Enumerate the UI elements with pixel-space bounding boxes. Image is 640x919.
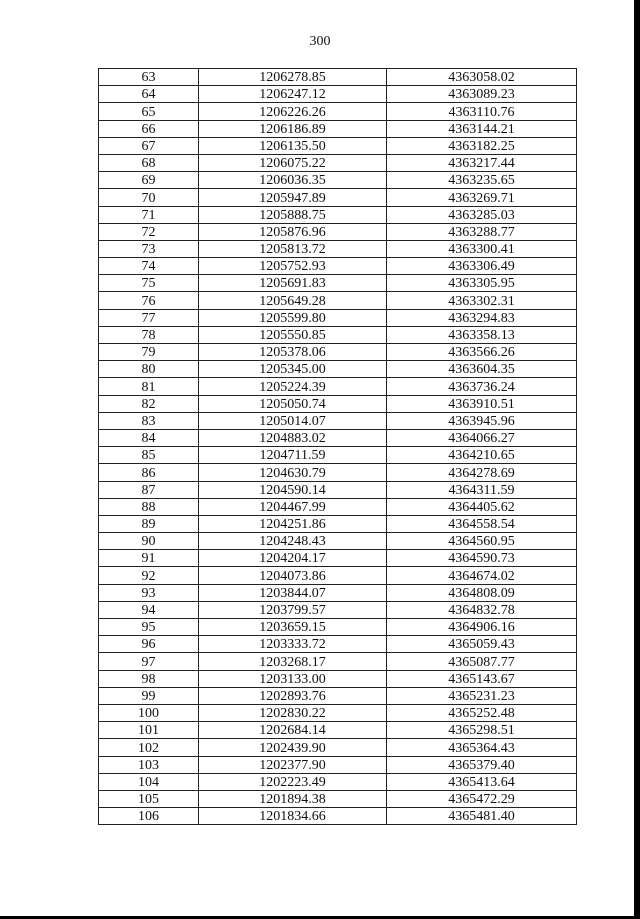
- x-coordinate-cell: 1205947.89: [199, 189, 387, 206]
- page-number: 300: [309, 34, 331, 49]
- x-coordinate-cell: 1205378.06: [199, 344, 387, 361]
- y-coordinate-cell: 4363910.51: [387, 395, 577, 412]
- y-coordinate-cell: 4365059.43: [387, 636, 577, 653]
- x-coordinate-cell: 1206278.85: [199, 69, 387, 86]
- point-number-cell: 99: [99, 687, 199, 704]
- x-coordinate-cell: 1204590.14: [199, 481, 387, 498]
- table-row: [99, 739, 577, 756]
- table-row: [99, 189, 577, 206]
- x-coordinate-cell: 1204204.17: [199, 550, 387, 567]
- table-row: [99, 292, 577, 309]
- x-coordinate-cell: 1202830.22: [199, 704, 387, 721]
- y-coordinate-cell: 4365087.77: [387, 653, 577, 670]
- coordinates-table: [98, 68, 577, 825]
- point-number-cell: 101: [99, 722, 199, 739]
- y-coordinate-cell: 4364278.69: [387, 464, 577, 481]
- point-number-cell: 66: [99, 120, 199, 137]
- x-coordinate-cell: 1202223.49: [199, 773, 387, 790]
- y-coordinate-cell: 4363294.83: [387, 309, 577, 326]
- table-row: [99, 808, 577, 825]
- point-number-cell: 96: [99, 636, 199, 653]
- x-coordinate-cell: 1205813.72: [199, 240, 387, 257]
- table-row: [99, 498, 577, 515]
- point-number-cell: 72: [99, 223, 199, 240]
- x-coordinate-cell: 1202439.90: [199, 739, 387, 756]
- table-row: [99, 481, 577, 498]
- point-number-cell: 88: [99, 498, 199, 515]
- point-number-cell: 71: [99, 206, 199, 223]
- x-coordinate-cell: 1206226.26: [199, 103, 387, 120]
- point-number-cell: 73: [99, 240, 199, 257]
- table-row: [99, 429, 577, 446]
- y-coordinate-cell: 4364560.95: [387, 533, 577, 550]
- point-number-cell: 91: [99, 550, 199, 567]
- y-coordinate-cell: 4365143.67: [387, 670, 577, 687]
- table-row: [99, 395, 577, 412]
- point-number-cell: 100: [99, 704, 199, 721]
- x-coordinate-cell: 1203659.15: [199, 619, 387, 636]
- point-number-cell: 98: [99, 670, 199, 687]
- point-number-cell: 93: [99, 584, 199, 601]
- y-coordinate-cell: 4365413.64: [387, 773, 577, 790]
- y-coordinate-cell: 4363306.49: [387, 258, 577, 275]
- table-row: [99, 223, 577, 240]
- y-coordinate-cell: 4364066.27: [387, 429, 577, 446]
- x-coordinate-cell: 1203333.72: [199, 636, 387, 653]
- y-coordinate-cell: 4363300.41: [387, 240, 577, 257]
- y-coordinate-cell: 4363058.02: [387, 69, 577, 86]
- point-number-cell: 68: [99, 154, 199, 171]
- table-row: [99, 670, 577, 687]
- x-coordinate-cell: 1206075.22: [199, 154, 387, 171]
- y-coordinate-cell: 4364311.59: [387, 481, 577, 498]
- x-coordinate-cell: 1204248.43: [199, 533, 387, 550]
- point-number-cell: 75: [99, 275, 199, 292]
- table-row: [99, 412, 577, 429]
- point-number-cell: 63: [99, 69, 199, 86]
- y-coordinate-cell: 4365379.40: [387, 756, 577, 773]
- point-number-cell: 80: [99, 361, 199, 378]
- table-row: [99, 309, 577, 326]
- point-number-cell: 86: [99, 464, 199, 481]
- point-number-cell: 85: [99, 447, 199, 464]
- table-row: [99, 275, 577, 292]
- scan-edge-right: [634, 0, 640, 919]
- point-number-cell: 102: [99, 739, 199, 756]
- point-number-cell: 84: [99, 429, 199, 446]
- y-coordinate-cell: 4364405.62: [387, 498, 577, 515]
- table-row: [99, 533, 577, 550]
- x-coordinate-cell: 1203133.00: [199, 670, 387, 687]
- y-coordinate-cell: 4363604.35: [387, 361, 577, 378]
- y-coordinate-cell: 4364832.78: [387, 601, 577, 618]
- x-coordinate-cell: 1206036.35: [199, 172, 387, 189]
- y-coordinate-cell: 4363235.65: [387, 172, 577, 189]
- table-row: [99, 137, 577, 154]
- x-coordinate-cell: 1205888.75: [199, 206, 387, 223]
- x-coordinate-cell: 1203799.57: [199, 601, 387, 618]
- x-coordinate-cell: 1205649.28: [199, 292, 387, 309]
- table-row: [99, 378, 577, 395]
- point-number-cell: 65: [99, 103, 199, 120]
- table-row: [99, 636, 577, 653]
- point-number-cell: 76: [99, 292, 199, 309]
- table-row: [99, 361, 577, 378]
- point-number-cell: 95: [99, 619, 199, 636]
- x-coordinate-cell: 1204467.99: [199, 498, 387, 515]
- point-number-cell: 104: [99, 773, 199, 790]
- x-coordinate-cell: 1205550.85: [199, 326, 387, 343]
- table-row: [99, 464, 577, 481]
- y-coordinate-cell: 4363089.23: [387, 86, 577, 103]
- y-coordinate-cell: 4363285.03: [387, 206, 577, 223]
- table-row: [99, 172, 577, 189]
- x-coordinate-cell: 1206247.12: [199, 86, 387, 103]
- y-coordinate-cell: 4365364.43: [387, 739, 577, 756]
- table-row: [99, 258, 577, 275]
- x-coordinate-cell: 1205224.39: [199, 378, 387, 395]
- table-row: [99, 515, 577, 532]
- point-number-cell: 69: [99, 172, 199, 189]
- x-coordinate-cell: 1206186.89: [199, 120, 387, 137]
- y-coordinate-cell: 4365231.23: [387, 687, 577, 704]
- table-row: [99, 756, 577, 773]
- y-coordinate-cell: 4363182.25: [387, 137, 577, 154]
- point-number-cell: 81: [99, 378, 199, 395]
- point-number-cell: 97: [99, 653, 199, 670]
- table-row: [99, 653, 577, 670]
- table-row: [99, 567, 577, 584]
- y-coordinate-cell: 4363110.76: [387, 103, 577, 120]
- table-row: [99, 790, 577, 807]
- x-coordinate-cell: 1205014.07: [199, 412, 387, 429]
- table-row: [99, 447, 577, 464]
- x-coordinate-cell: 1205691.83: [199, 275, 387, 292]
- y-coordinate-cell: 4364590.73: [387, 550, 577, 567]
- y-coordinate-cell: 4365472.29: [387, 790, 577, 807]
- point-number-cell: 94: [99, 601, 199, 618]
- y-coordinate-cell: 4364210.65: [387, 447, 577, 464]
- y-coordinate-cell: 4365481.40: [387, 808, 577, 825]
- point-number-cell: 105: [99, 790, 199, 807]
- table-row: [99, 773, 577, 790]
- coordinates-table-body: [99, 69, 577, 825]
- point-number-cell: 87: [99, 481, 199, 498]
- x-coordinate-cell: 1202893.76: [199, 687, 387, 704]
- table-row: [99, 344, 577, 361]
- point-number-cell: 79: [99, 344, 199, 361]
- x-coordinate-cell: 1205050.74: [199, 395, 387, 412]
- point-number-cell: 106: [99, 808, 199, 825]
- table-row: [99, 704, 577, 721]
- y-coordinate-cell: 4364906.16: [387, 619, 577, 636]
- table-row: [99, 619, 577, 636]
- x-coordinate-cell: 1202684.14: [199, 722, 387, 739]
- table-row: [99, 154, 577, 171]
- table-row: [99, 240, 577, 257]
- table-row: [99, 86, 577, 103]
- table-row: [99, 550, 577, 567]
- x-coordinate-cell: 1204251.86: [199, 515, 387, 532]
- x-coordinate-cell: 1204711.59: [199, 447, 387, 464]
- table-row: [99, 722, 577, 739]
- table-row: [99, 206, 577, 223]
- table-row: [99, 103, 577, 120]
- x-coordinate-cell: 1203844.07: [199, 584, 387, 601]
- y-coordinate-cell: 4363217.44: [387, 154, 577, 171]
- x-coordinate-cell: 1206135.50: [199, 137, 387, 154]
- y-coordinate-cell: 4363144.21: [387, 120, 577, 137]
- point-number-cell: 90: [99, 533, 199, 550]
- x-coordinate-cell: 1201894.38: [199, 790, 387, 807]
- x-coordinate-cell: 1205752.93: [199, 258, 387, 275]
- point-number-cell: 70: [99, 189, 199, 206]
- point-number-cell: 77: [99, 309, 199, 326]
- x-coordinate-cell: 1201834.66: [199, 808, 387, 825]
- x-coordinate-cell: 1204630.79: [199, 464, 387, 481]
- x-coordinate-cell: 1203268.17: [199, 653, 387, 670]
- x-coordinate-cell: 1205876.96: [199, 223, 387, 240]
- x-coordinate-cell: 1205599.80: [199, 309, 387, 326]
- point-number-cell: 74: [99, 258, 199, 275]
- point-number-cell: 83: [99, 412, 199, 429]
- y-coordinate-cell: 4363269.71: [387, 189, 577, 206]
- point-number-cell: 78: [99, 326, 199, 343]
- table-row: [99, 326, 577, 343]
- y-coordinate-cell: 4364558.54: [387, 515, 577, 532]
- point-number-cell: 67: [99, 137, 199, 154]
- y-coordinate-cell: 4364674.02: [387, 567, 577, 584]
- y-coordinate-cell: 4363358.13: [387, 326, 577, 343]
- point-number-cell: 82: [99, 395, 199, 412]
- x-coordinate-cell: 1204073.86: [199, 567, 387, 584]
- y-coordinate-cell: 4365298.51: [387, 722, 577, 739]
- point-number-cell: 103: [99, 756, 199, 773]
- table-row: [99, 69, 577, 86]
- y-coordinate-cell: 4363566.26: [387, 344, 577, 361]
- table-row: [99, 584, 577, 601]
- x-coordinate-cell: 1204883.02: [199, 429, 387, 446]
- y-coordinate-cell: 4363305.95: [387, 275, 577, 292]
- point-number-cell: 89: [99, 515, 199, 532]
- y-coordinate-cell: 4363288.77: [387, 223, 577, 240]
- y-coordinate-cell: 4363736.24: [387, 378, 577, 395]
- point-number-cell: 64: [99, 86, 199, 103]
- table-row: [99, 687, 577, 704]
- point-number-cell: 92: [99, 567, 199, 584]
- x-coordinate-cell: 1202377.90: [199, 756, 387, 773]
- y-coordinate-cell: 4363302.31: [387, 292, 577, 309]
- table-row: [99, 120, 577, 137]
- y-coordinate-cell: 4363945.96: [387, 412, 577, 429]
- y-coordinate-cell: 4365252.48: [387, 704, 577, 721]
- x-coordinate-cell: 1205345.00: [199, 361, 387, 378]
- table-row: [99, 601, 577, 618]
- y-coordinate-cell: 4364808.09: [387, 584, 577, 601]
